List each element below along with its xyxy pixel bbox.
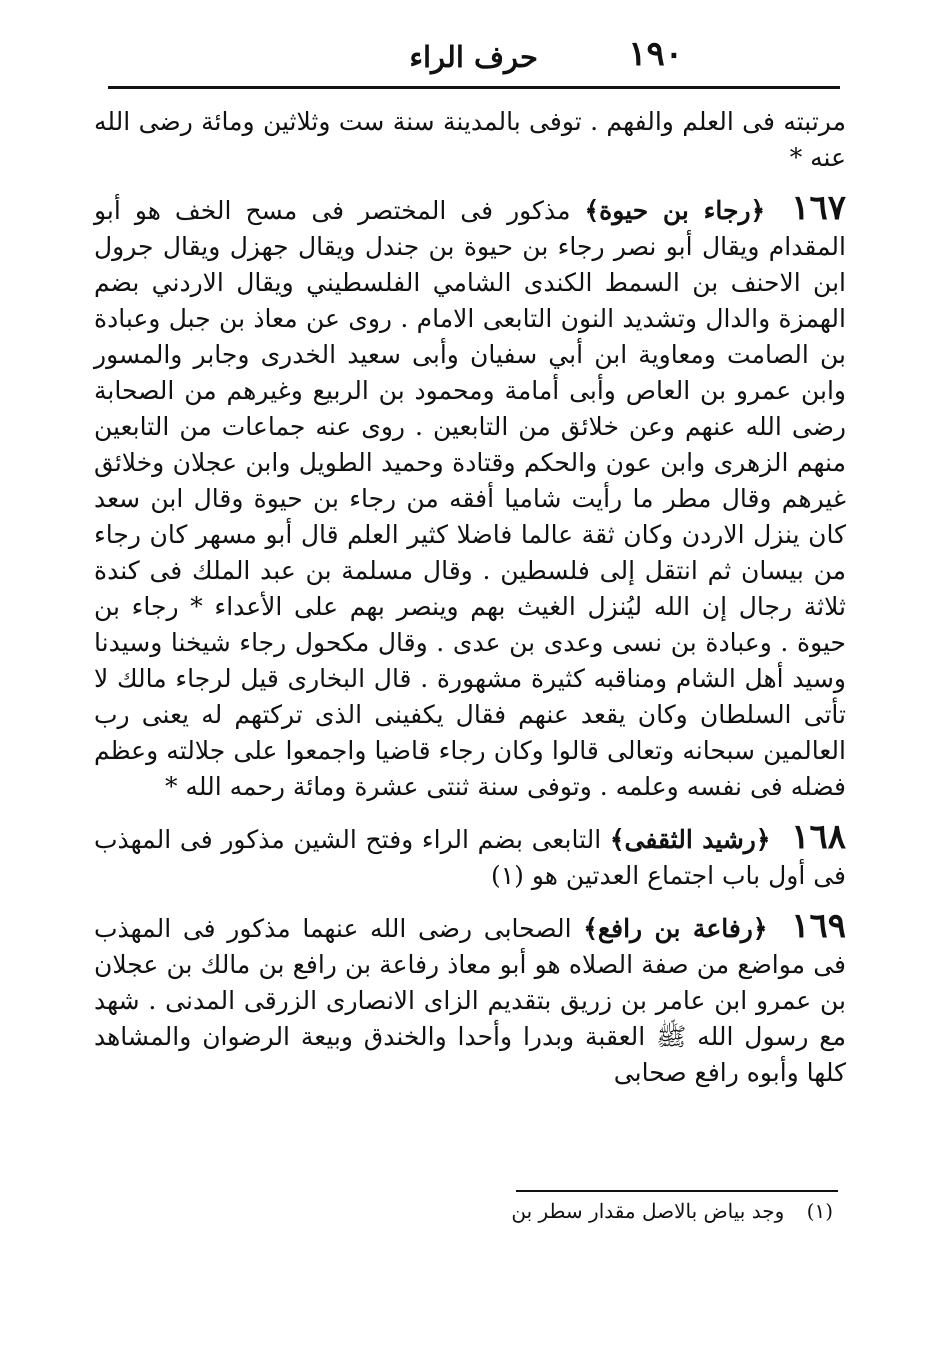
entry-text: مذكور فى المختصر فى مسح الخف هو أبو المقدام ويقال أبو نصر رجاء بن حيوة بن جندل ويقال جهزل ويقال جرول ابن الاحنف بن السمط الكندى الشامي الفلسطيني ويقال الاردني بضم الهمزة والدال وتشديد النون التابعى الامام . روى عن معاذ بن جبل وعبادة بن الصامت ومعاوية ابن أبي سفيان وأبى سعيد الخدرى وجابر والمسور وابن عمرو بن العاص وأبى أمامة ومحمود بن الربيع وغيرهم من الصحابة رضى الله عنهم وعن خلائق من التابعين . روى عنه جماعات من التابعين منهم الزهرى وابن عون والحكم وقتادة وحميد الطويل وابن عجلان وخلائق غيرهم وقال مطر ما رأيت شاميا أفقه من رجاء بن حيوة وقال ابن سعد كان ينزل الاردن وكان ثقة عالما فاضلا كثير العلم قال أبو مسهر كان رجاء من بيسان ثم انتقل إلى فلسطين . وقال مسلمة بن عبد الملك فى كندة ثلاثة رجال إن الله ليُنزل الغيث بهم وينصر بهم على الأعداء * رجاء بن حيوة . وعبادة بن نسى وعدى بن عدى . وقال مكحول رجاء شيخنا وسيدنا وسيد أهل الشام ومناقبه كثيرة مشهورة . قال البخارى قيل لرجاء مالك لا تأتى السلطان وكان يقعد عنهم فقال يكفينى الذى تركتهم له يعنى رب العالمين سبحانه وتعالى قالوا وكان رجاء قاضيا واجمعوا على جلالته وعظم فضله فى نفسه وعلمه . وتوفى سنة ثنتى عشرة ومائة رحمه الله * <box>94 196 846 801</box>
page-header <box>110 32 838 82</box>
entry-name: ﴿رفاعة بن رافع﴾ <box>583 914 768 943</box>
entry-169 <box>94 908 846 1091</box>
entry-number: ١٦٧ <box>791 188 846 228</box>
footnote-mark: (١) <box>806 1199 833 1223</box>
entry-number: ١٦٨ <box>791 817 847 857</box>
opening-paragraph <box>94 104 846 176</box>
footnote-text: وجد بياض بالاصل مقدار سطر بن <box>511 1199 785 1223</box>
entry-number: ١٦٩ <box>791 906 846 946</box>
entry-name: ﴿رجاء بن حيوة﴾ <box>584 196 766 225</box>
header-rule <box>108 86 840 89</box>
entry-text: التابعى بضم الراء وفتح الشين مذكور فى المهذب فى أول باب اجتماع العدتين هو (١) <box>94 825 846 890</box>
footnote <box>473 1197 833 1225</box>
entry-167 <box>94 190 846 805</box>
entry-name: ﴿رشيد الثقفى﴾ <box>609 825 771 854</box>
running-title: حرف الراء <box>409 40 538 74</box>
body-text <box>94 104 846 1105</box>
opening-text: مرتبته فى العلم والفهم . توفى بالمدينة سنة ست وثلاثين ومائة رضى الله عنه * <box>94 107 846 172</box>
entry-text: الصحابى رضى الله عنهما مذكور فى المهذب فى مواضع من صفة الصلاه هو أبو معاذ رفاعة بن رافع بن مالك بن عجلان بن عمرو ابن عامر بن زريق بتقديم الزاى الانصارى الزرقى المدنى . شهد مع رسول الله ﷺ العقبة وبدرا وأحدا والخندق وبيعة الرضوان والمشاهد كلها وأبوه رافع صحابى <box>94 914 846 1087</box>
page-number: ١٩٠ <box>628 34 683 74</box>
entry-168 <box>94 819 846 894</box>
footnote-rule <box>516 1190 838 1192</box>
